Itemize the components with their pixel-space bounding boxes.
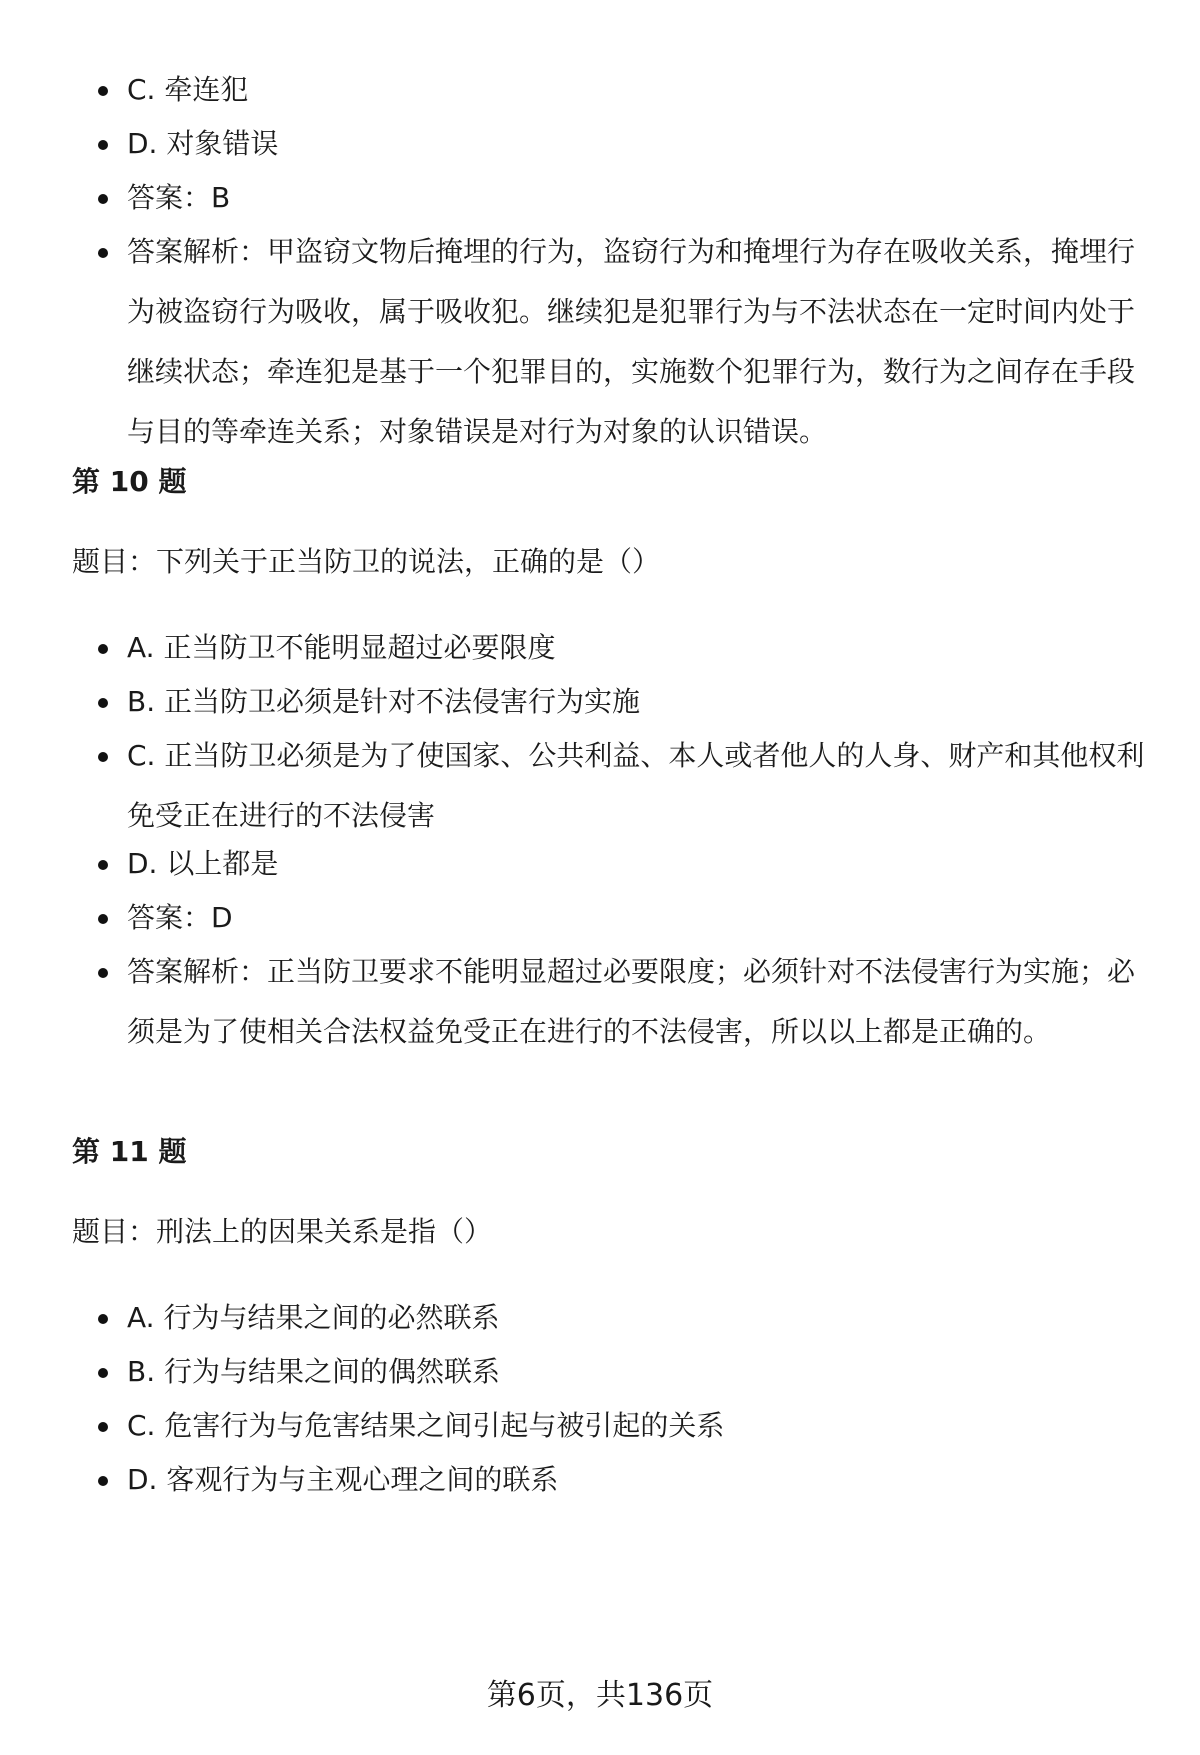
question-stem: 题目：下列关于正当防卫的说法，正确的是（） — [72, 545, 661, 578]
answer-item: 答案：B — [127, 168, 1147, 228]
option-item: B. 行为与结果之间的偶然联系 — [127, 1342, 1147, 1402]
question-stem: 题目：刑法上的因果关系是指（） — [72, 1215, 493, 1248]
question-heading: 第 11 题 — [72, 1135, 187, 1168]
question-heading: 第 10 题 — [72, 465, 187, 498]
option-item: C. 牵连犯 — [127, 60, 1147, 120]
option-item: C. 正当防卫必须是为了使国家、公共利益、本人或者他人的人身、财产和其他权利免受正在进行的不法侵害 — [127, 726, 1147, 846]
option-item: A. 正当防卫不能明显超过必要限度 — [127, 618, 1147, 678]
page-number: 第6页，共136页 — [486, 1678, 714, 1713]
option-item: A. 行为与结果之间的必然联系 — [127, 1288, 1147, 1348]
option-item: D. 对象错误 — [127, 114, 1147, 174]
explanation-item: 答案解析：正当防卫要求不能明显超过必要限度；必须针对不法侵害行为实施；必须是为了使相关合法权益免受正在进行的不法侵害，所以以上都是正确的。 — [127, 942, 1147, 1062]
option-item: C. 危害行为与危害结果之间引起与被引起的关系 — [127, 1396, 1147, 1456]
option-item: D. 以上都是 — [127, 834, 1147, 894]
explanation-item: 答案解析：甲盗窃文物后掩埋的行为，盗窃行为和掩埋行为存在吸收关系，掩埋行为被盗窃行为吸收，属于吸收犯。继续犯是犯罪行为与不法状态在一定时间内处于继续状态；牵连犯是基于一个犯罪目的，实施数个犯罪行为，数行为之间存在手段与目的等牵连关系；对象错误是对行为对象的认识错误。 — [127, 222, 1147, 462]
answer-item: 答案：D — [127, 888, 1147, 948]
option-item: B. 正当防卫必须是针对不法侵害行为实施 — [127, 672, 1147, 732]
option-item: D. 客观行为与主观心理之间的联系 — [127, 1450, 1147, 1510]
